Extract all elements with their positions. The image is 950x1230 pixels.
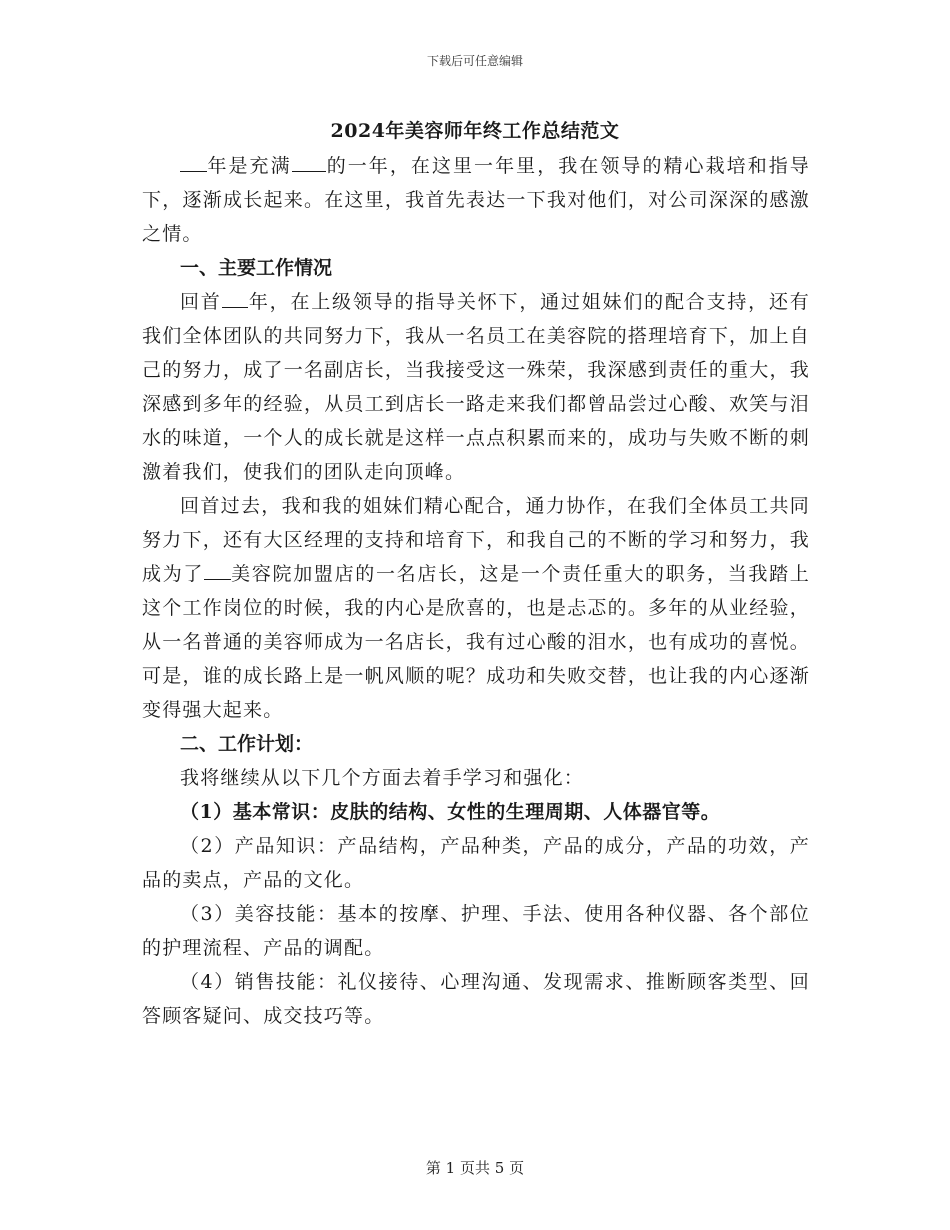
section1-paragraph-1 xyxy=(142,285,810,489)
fill-blank xyxy=(292,154,326,172)
fill-blank xyxy=(204,562,231,580)
section1-p2-text-a: 回首过去，我和我的姐妹们精心配合，通力协作，在我们全体员工共同努力下，还有大区经理的支持和培育下，和我自己的不断的学习和努力，我成为了 xyxy=(142,495,810,585)
plan-item-4: （4）销售技能：礼仪接待、心理沟通、发现需求、推断顾客类型、回答顾客疑问、成交技巧等。 xyxy=(142,971,810,1027)
fill-blank xyxy=(222,290,249,308)
intro-paragraph xyxy=(142,149,810,251)
section1-p2-text-b: 美容院加盟店的一名店长，这是一个责任重大的职务，当我踏上这个工作岗位的时候，我的内心是欣喜的，也是忐忑的。多年的从业经验，从一名普通的美容师成为一名店长，我有过心酸的泪水，也有成功的喜悦。可是，谁的成长路上是一帆风顺的呢？成功和失败交替，也让我的内心逐渐变得强大起来。 xyxy=(142,563,810,721)
fill-blank xyxy=(180,154,207,172)
document-body xyxy=(142,149,810,1033)
section1-p1-text-a: 回首 xyxy=(180,291,222,313)
page-number: 第 1 页共 5 页 xyxy=(425,1159,525,1177)
section-heading-1: 一、主要工作情况 xyxy=(180,257,333,279)
document-title: 2024年美容师年终工作总结范文 xyxy=(330,120,620,142)
section-heading-2: 二、工作计划： xyxy=(180,733,314,755)
page-header-note: 下载后可任意编辑 xyxy=(426,54,523,68)
section2-lead: 我将继续从以下几个方面去着手学习和强化： xyxy=(180,767,585,789)
intro-text-b: 的一年，在这里一年里，我在领导的精心栽培和指导下，逐渐成长起来。在这里，我首先表达一下我对他们，对公司深深的感激之情。 xyxy=(142,155,810,245)
plan-item-2: （2）产品知识：产品结构，产品种类，产品的成分，产品的功效，产品的卖点，产品的文化。 xyxy=(142,835,810,891)
plan-item-1: （1）基本常识：皮肤的结构、女性的生理周期、人体器官等。 xyxy=(180,801,721,823)
plan-item-3: （3）美容技能：基本的按摩、护理、手法、使用各种仪器、各个部位的护理流程、产品的调配。 xyxy=(142,903,810,959)
section1-paragraph-2 xyxy=(142,489,810,727)
intro-text-a: 年是充满 xyxy=(206,155,292,177)
section1-p1-text-b: 年，在上级领导的指导关怀下，通过姐妹们的配合支持，还有我们全体团队的共同努力下，我从一名员工在美容院的搭理培育下，加上自己的努力，成了一名副店长，当我接受这一殊荣，我深感到责任的重大，我深感到多年的经验，从员工到店长一路走来我们都曾品尝过心酸、欢笑与泪水的味道，一个人的成长就是这样一点点积累而来的，成功与失败不断的刺激着我们，使我们的团队走向顶峰。 xyxy=(142,291,811,483)
